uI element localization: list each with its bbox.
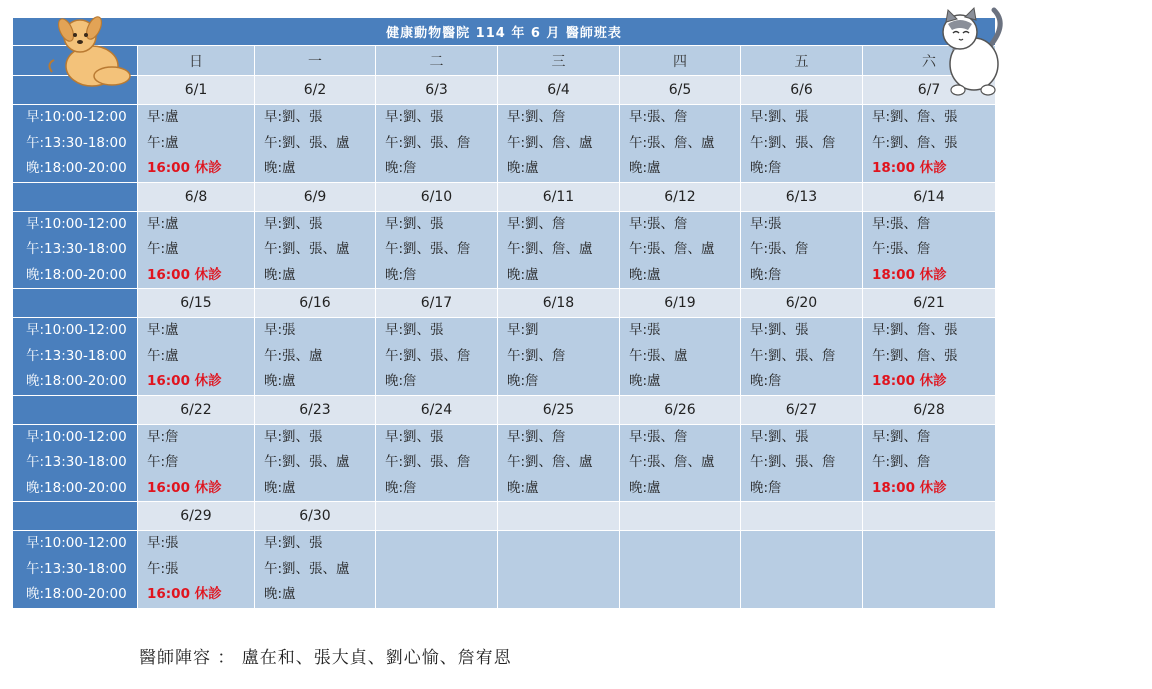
date-cell: 6/18 (498, 289, 620, 318)
shift-line: 晚:盧 (264, 266, 296, 283)
shift-line: 午:劉、張、詹 (385, 134, 471, 151)
time-label: 晚:18:00-20:00 (26, 586, 127, 602)
shift-line: 午:張、詹、盧 (629, 454, 715, 470)
shift-cell (255, 424, 376, 502)
shift-cell (620, 424, 741, 502)
date-cell (863, 502, 996, 531)
shift-line: 早:劉、張 (385, 215, 444, 232)
closed-notice: 18:00 休診 (872, 373, 947, 389)
date-cell: 6/21 (863, 289, 996, 318)
shift-cell (498, 211, 620, 289)
time-label: 早:10:00-12:00 (26, 109, 127, 125)
shift-cell (255, 105, 376, 183)
date-cell: 6/30 (255, 502, 376, 531)
date-cell: 6/14 (863, 182, 996, 211)
closed-notice: 18:00 休診 (872, 160, 947, 176)
closed-notice: 18:00 休診 (872, 266, 947, 283)
shift-line: 晚:詹 (385, 160, 417, 176)
time-label: 早:10:00-12:00 (26, 535, 127, 551)
shift-cell (498, 318, 620, 396)
shift-line: 晚:盧 (629, 266, 661, 283)
shift-line: 晚:盧 (264, 586, 296, 602)
shift-line: 晚:盧 (507, 266, 539, 283)
schedule-table (12, 17, 996, 609)
time-label: 早:10:00-12:00 (26, 215, 127, 232)
shift-row (13, 424, 996, 502)
date-row-label (13, 502, 138, 531)
time-label: 早:10:00-12:00 (26, 428, 127, 445)
shift-line: 午:劉、張、詹 (750, 347, 836, 364)
shift-line: 午:劉、詹 (872, 454, 931, 470)
shift-line: 午:詹 (147, 454, 179, 470)
shift-line: 早:劉、詹 (507, 428, 566, 445)
weekday-header: 二 (376, 46, 498, 76)
shift-line: 午:盧 (147, 134, 179, 151)
date-cell: 6/20 (741, 289, 863, 318)
date-cell: 6/23 (255, 395, 376, 424)
shift-cell (376, 531, 498, 609)
shift-cell (376, 318, 498, 396)
schedule-title: 健康動物醫院 114 年 6 月 醫師班表 (13, 18, 996, 46)
shift-line: 早:劉、張 (264, 428, 323, 445)
date-cell: 6/7 (863, 76, 996, 105)
time-label: 晚:18:00-20:00 (26, 266, 127, 283)
shift-row (13, 105, 996, 183)
date-cell: 6/27 (741, 395, 863, 424)
date-cell: 6/5 (620, 76, 741, 105)
shift-line: 午:張、詹、盧 (629, 134, 715, 151)
shift-line: 午:劉、張、詹 (750, 454, 836, 470)
shift-cell (620, 531, 741, 609)
shift-cell (863, 318, 996, 396)
shift-line: 午:劉、張、詹 (385, 454, 471, 470)
shift-line: 晚:詹 (750, 479, 782, 496)
date-cell: 6/10 (376, 182, 498, 211)
shift-line: 早:張 (629, 322, 661, 338)
shift-line: 晚:盧 (507, 479, 539, 496)
shift-line: 午:劉、張、詹 (750, 134, 836, 151)
shift-cell (741, 531, 863, 609)
shift-line: 午:劉、張、盧 (264, 134, 350, 151)
shift-line: 早:劉、詹、張 (872, 322, 958, 338)
shift-line: 午:張 (147, 560, 179, 577)
date-cell: 6/3 (376, 76, 498, 105)
shift-cell (498, 424, 620, 502)
date-cell: 6/15 (138, 289, 255, 318)
date-cell: 6/6 (741, 76, 863, 105)
shift-line: 早:劉、張 (385, 428, 444, 445)
shift-line: 晚:盧 (264, 373, 296, 389)
weekday-header: 五 (741, 46, 863, 76)
weekday-header: 四 (620, 46, 741, 76)
shift-line: 晚:詹 (750, 373, 782, 389)
shift-line: 午:張、詹 (750, 241, 809, 257)
shift-cell (376, 211, 498, 289)
shift-line: 早:劉、張 (264, 215, 323, 232)
date-cell: 6/25 (498, 395, 620, 424)
shift-line: 早:劉、張 (750, 109, 809, 125)
closed-notice: 16:00 休診 (147, 266, 222, 283)
weekday-header: 三 (498, 46, 620, 76)
shift-cell (863, 531, 996, 609)
shift-line: 午:劉、詹、盧 (507, 454, 593, 470)
shift-line: 晚:詹 (750, 266, 782, 283)
shift-line: 晚:詹 (385, 373, 417, 389)
shift-line: 早:張、詹 (629, 428, 688, 445)
time-label: 午:13:30-18:00 (26, 560, 127, 577)
shift-line: 早:張、詹 (629, 109, 688, 125)
shift-line: 早:劉、張 (385, 109, 444, 125)
shift-line: 早:劉、詹 (507, 109, 566, 125)
date-cell: 6/11 (498, 182, 620, 211)
shift-cell (376, 105, 498, 183)
shift-line: 早:劉、張 (385, 322, 444, 338)
shift-line: 早:劉、詹、張 (872, 109, 958, 125)
date-cell: 6/24 (376, 395, 498, 424)
shift-cell (863, 424, 996, 502)
closed-notice: 16:00 休診 (147, 373, 222, 389)
shift-cell (138, 424, 255, 502)
closed-notice: 16:00 休診 (147, 586, 222, 602)
shift-line: 早:張、詹 (872, 215, 931, 232)
date-cell (376, 502, 498, 531)
shift-line: 午:張、盧 (264, 347, 323, 364)
shift-line: 早:劉、張 (750, 428, 809, 445)
time-label: 午:13:30-18:00 (26, 347, 127, 364)
shift-cell (138, 105, 255, 183)
shift-line: 早:劉、張 (264, 109, 323, 125)
shift-cell (498, 531, 620, 609)
doctor-roster: 醫師陣容 ： 盧在和、張大貞、劉心愉、詹宥恩 (139, 648, 512, 668)
time-labels (13, 424, 138, 502)
weekday-header: 日 (138, 46, 255, 76)
shift-cell (741, 318, 863, 396)
date-row (13, 502, 996, 531)
shift-line: 早:張 (750, 215, 782, 232)
shift-cell (863, 211, 996, 289)
time-label: 晚:18:00-20:00 (26, 479, 127, 496)
shift-line: 早:劉、張 (750, 322, 809, 338)
shift-line: 午:張、詹、盧 (629, 241, 715, 257)
shift-line: 午:張、盧 (629, 347, 688, 364)
date-cell: 6/22 (138, 395, 255, 424)
shift-line: 午:劉、詹、盧 (507, 241, 593, 257)
date-cell: 6/17 (376, 289, 498, 318)
shift-line: 早:劉 (507, 322, 539, 338)
weekday-header: 一 (255, 46, 376, 76)
date-row (13, 76, 996, 105)
shift-cell (138, 531, 255, 609)
time-labels (13, 211, 138, 289)
shift-line: 早:劉、詹 (507, 215, 566, 232)
shift-cell (255, 318, 376, 396)
date-cell: 6/28 (863, 395, 996, 424)
cat-illustration (930, 6, 1012, 98)
date-cell: 6/12 (620, 182, 741, 211)
time-label: 晚:18:00-20:00 (26, 373, 127, 389)
shift-line: 午:劉、詹 (507, 347, 566, 364)
shift-cell (376, 424, 498, 502)
shift-line: 午:劉、張、盧 (264, 454, 350, 470)
shift-line: 早:盧 (147, 109, 179, 125)
shift-line: 晚:盧 (629, 160, 661, 176)
date-cell: 6/13 (741, 182, 863, 211)
date-row (13, 289, 996, 318)
shift-line: 早:張 (264, 322, 296, 338)
date-cell: 6/26 (620, 395, 741, 424)
shift-line: 早:盧 (147, 322, 179, 338)
date-cell: 6/16 (255, 289, 376, 318)
shift-cell (741, 105, 863, 183)
date-row-label (13, 182, 138, 211)
shift-line: 晚:詹 (507, 373, 539, 389)
date-cell: 6/2 (255, 76, 376, 105)
shift-line: 早:劉、張 (264, 535, 323, 551)
shift-row (13, 211, 996, 289)
shift-line: 晚:詹 (385, 266, 417, 283)
shift-line: 早:劉、詹 (872, 428, 931, 445)
date-cell: 6/4 (498, 76, 620, 105)
closed-notice: 16:00 休診 (147, 160, 222, 176)
shift-line: 晚:盧 (264, 160, 296, 176)
date-cell: 6/9 (255, 182, 376, 211)
time-label: 晚:18:00-20:00 (26, 160, 127, 176)
shift-cell (620, 318, 741, 396)
time-label: 午:13:30-18:00 (26, 241, 127, 257)
shift-cell (138, 211, 255, 289)
shift-line: 晚:盧 (629, 479, 661, 496)
time-label: 午:13:30-18:00 (26, 134, 127, 151)
shift-line: 晚:盧 (507, 160, 539, 176)
shift-line: 早:張、詹 (629, 215, 688, 232)
date-cell (741, 502, 863, 531)
shift-line: 午:劉、張、詹 (385, 241, 471, 257)
date-row (13, 395, 996, 424)
shift-line: 午:張、詹 (872, 241, 931, 257)
weekday-header: 六 (863, 46, 996, 76)
time-labels (13, 318, 138, 396)
shift-cell (255, 531, 376, 609)
shift-cell (863, 105, 996, 183)
shift-line: 晚:詹 (750, 160, 782, 176)
date-row-label (13, 289, 138, 318)
date-cell: 6/19 (620, 289, 741, 318)
shift-cell (620, 105, 741, 183)
time-label: 早:10:00-12:00 (26, 322, 127, 338)
shift-line: 晚:盧 (629, 373, 661, 389)
shift-cell (741, 424, 863, 502)
shift-row (13, 318, 996, 396)
shift-cell (498, 105, 620, 183)
shift-line: 午:盧 (147, 347, 179, 364)
shift-line: 午:劉、詹、盧 (507, 134, 593, 151)
shift-cell (620, 211, 741, 289)
date-cell (498, 502, 620, 531)
shift-line: 午:劉、張、盧 (264, 241, 350, 257)
closed-notice: 18:00 休診 (872, 479, 947, 496)
shift-cell (255, 211, 376, 289)
shift-line: 晚:詹 (385, 479, 417, 496)
shift-line: 早:盧 (147, 215, 179, 232)
time-labels (13, 105, 138, 183)
time-label: 午:13:30-18:00 (26, 454, 127, 470)
date-row (13, 182, 996, 211)
shift-line: 午:劉、詹、張 (872, 134, 958, 151)
dog-illustration (40, 10, 140, 90)
shift-row (13, 531, 996, 609)
date-cell: 6/8 (138, 182, 255, 211)
shift-line: 早:詹 (147, 428, 179, 445)
closed-notice: 16:00 休診 (147, 479, 222, 496)
shift-line: 午:劉、張、盧 (264, 560, 350, 577)
date-row-label (13, 395, 138, 424)
shift-line: 早:張 (147, 535, 179, 551)
shift-line: 午:盧 (147, 241, 179, 257)
shift-line: 午:劉、張、詹 (385, 347, 471, 364)
time-labels (13, 531, 138, 609)
date-cell: 6/29 (138, 502, 255, 531)
shift-cell (741, 211, 863, 289)
shift-cell (138, 318, 255, 396)
date-cell: 6/1 (138, 76, 255, 105)
shift-line: 晚:盧 (264, 479, 296, 496)
shift-line: 午:劉、詹、張 (872, 347, 958, 364)
date-cell (620, 502, 741, 531)
